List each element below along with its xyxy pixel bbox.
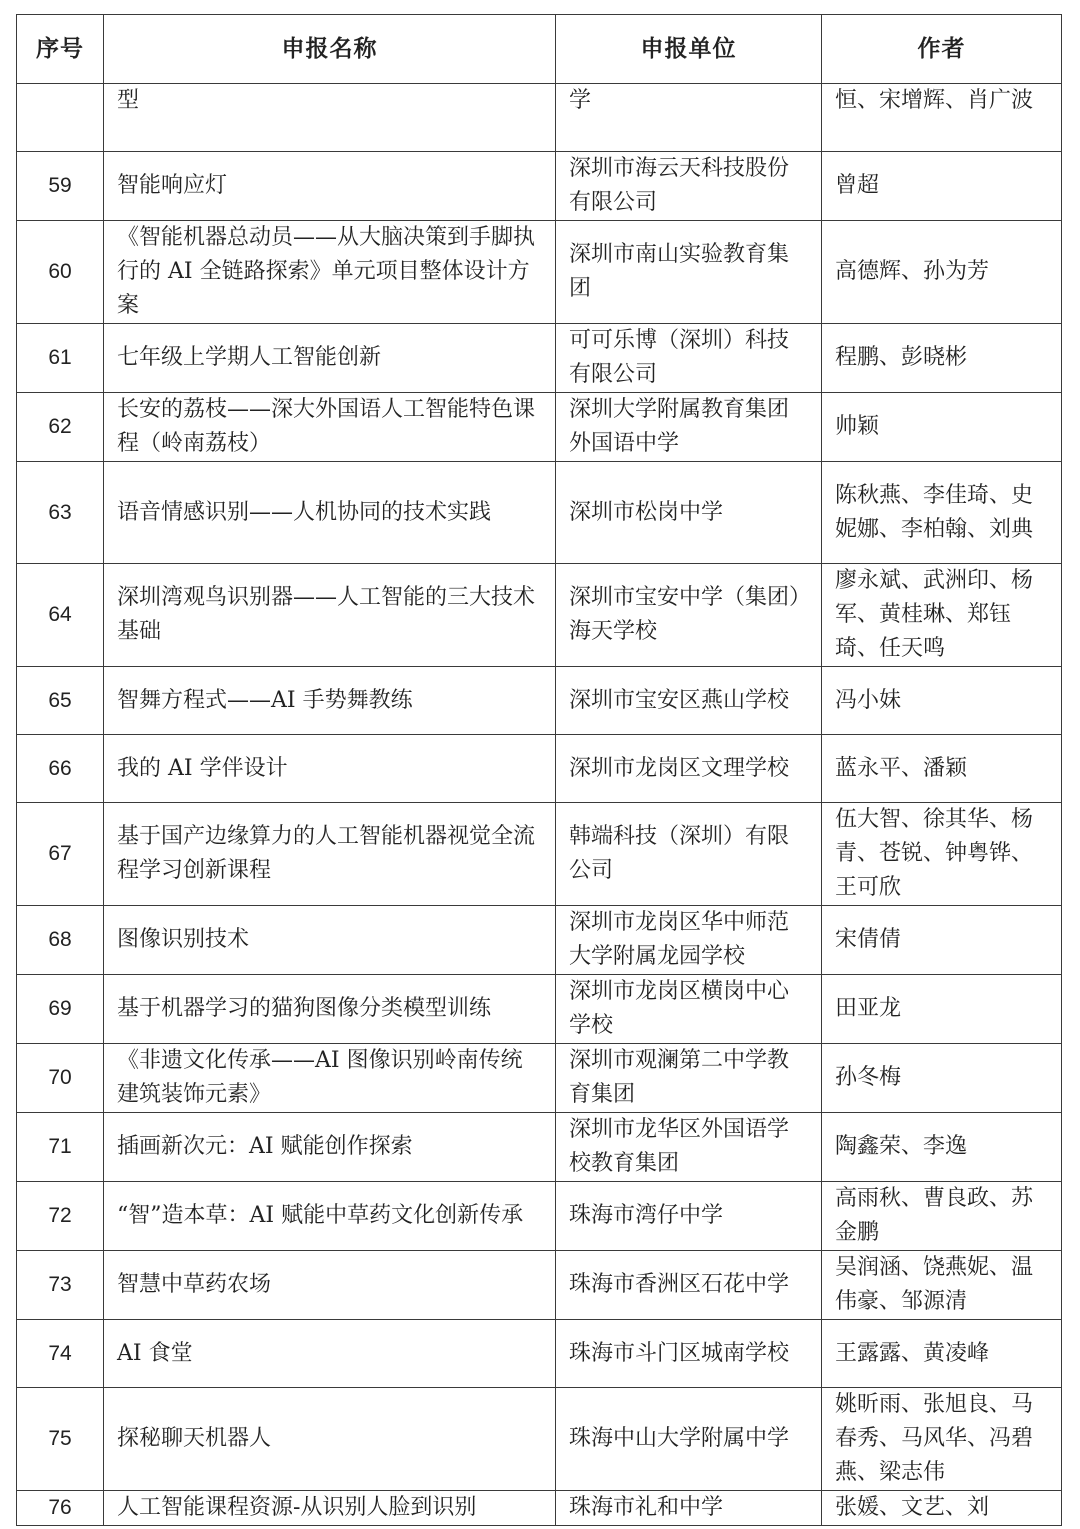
row-project-name: 基于国产边缘算力的人工智能机器视觉全流程学习创新课程 (104, 803, 556, 906)
row-project-name: 《智能机器总动员——从大脑决策到手脚执行的 AI 全链路探索》单元项目整体设计方案 (104, 221, 556, 324)
table-row (17, 84, 1062, 152)
row-number: 63 (17, 462, 104, 564)
row-number: 64 (17, 564, 104, 667)
row-project-name: 《非遗文化传承——AI 图像识别岭南传统建筑装饰元素》 (104, 1044, 556, 1113)
table-row (17, 221, 1062, 324)
table-row (17, 1320, 1062, 1388)
row-authors: 吴润涵、饶燕妮、温伟豪、邹源清 (822, 1251, 1062, 1320)
row-number (17, 84, 104, 152)
table-row (17, 152, 1062, 221)
row-applicant-unit: 珠海中山大学附属中学 (556, 1388, 822, 1491)
header-authors: 作者 (822, 15, 1062, 84)
row-number: 69 (17, 975, 104, 1044)
table-row (17, 564, 1062, 667)
table-row (17, 1044, 1062, 1113)
row-applicant-unit: 韩端科技（深圳）有限公司 (556, 803, 822, 906)
row-applicant-unit: 深圳市海云天科技股份有限公司 (556, 152, 822, 221)
row-project-name: 长安的荔枝——深大外国语人工智能特色课程（岭南荔枝） (104, 393, 556, 462)
table-row (17, 1182, 1062, 1251)
row-applicant-unit: 深圳市龙岗区横岗中心学校 (556, 975, 822, 1044)
table-row (17, 1113, 1062, 1182)
table-row (17, 667, 1062, 735)
row-authors: 宋倩倩 (822, 906, 1062, 975)
row-project-name: 深圳湾观鸟识别器——人工智能的三大技术基础 (104, 564, 556, 667)
row-number: 72 (17, 1182, 104, 1251)
table-row (17, 735, 1062, 803)
row-number: 76 (17, 1491, 104, 1526)
row-applicant-unit: 珠海市礼和中学 (556, 1491, 822, 1526)
row-authors: 伍大智、徐其华、杨青、苍锐、钟粤铧、王可欣 (822, 803, 1062, 906)
table-row (17, 1388, 1062, 1491)
row-project-name: 智慧中草药农场 (104, 1251, 556, 1320)
table-row (17, 1491, 1062, 1526)
row-number: 73 (17, 1251, 104, 1320)
row-applicant-unit: 珠海市香洲区石花中学 (556, 1251, 822, 1320)
row-project-name: 智能响应灯 (104, 152, 556, 221)
row-project-name: 基于机器学习的猫狗图像分类模型训练 (104, 975, 556, 1044)
row-applicant-unit: 珠海市斗门区城南学校 (556, 1320, 822, 1388)
row-number: 71 (17, 1113, 104, 1182)
row-authors: 恒、宋增辉、肖广波 (822, 84, 1062, 152)
row-authors: 王露露、黄凌峰 (822, 1320, 1062, 1388)
row-applicant-unit: 学 (556, 84, 822, 152)
row-authors: 高德辉、孙为芳 (822, 221, 1062, 324)
row-authors: 冯小妹 (822, 667, 1062, 735)
row-number: 65 (17, 667, 104, 735)
row-project-name: 型 (104, 84, 556, 152)
row-project-name: 智舞方程式——AI 手势舞教练 (104, 667, 556, 735)
row-authors: 帅颖 (822, 393, 1062, 462)
table-row (17, 906, 1062, 975)
row-applicant-unit: 可可乐博（深圳）科技有限公司 (556, 324, 822, 393)
row-number: 62 (17, 393, 104, 462)
table-row (17, 462, 1062, 564)
row-project-name: 插画新次元：AI 赋能创作探索 (104, 1113, 556, 1182)
row-applicant-unit: 深圳市宝安区燕山学校 (556, 667, 822, 735)
row-authors: 陈秋燕、李佳琦、史妮娜、李柏翰、刘典 (822, 462, 1062, 564)
row-number: 74 (17, 1320, 104, 1388)
row-number: 66 (17, 735, 104, 803)
table-row (17, 393, 1062, 462)
row-project-name: 人工智能课程资源-从识别人脸到识别 (104, 1491, 556, 1526)
row-applicant-unit: 深圳市龙华区外国语学校教育集团 (556, 1113, 822, 1182)
row-authors: 陶鑫荣、李逸 (822, 1113, 1062, 1182)
row-number: 68 (17, 906, 104, 975)
row-project-name: AI 食堂 (104, 1320, 556, 1388)
table-row (17, 975, 1062, 1044)
award-list-table (16, 14, 1062, 1526)
row-applicant-unit: 珠海市湾仔中学 (556, 1182, 822, 1251)
table-header-row (17, 15, 1062, 84)
row-number: 70 (17, 1044, 104, 1113)
row-authors: 姚昕雨、张旭良、马春秀、马风华、冯碧燕、梁志伟 (822, 1388, 1062, 1491)
row-applicant-unit: 深圳市观澜第二中学教育集团 (556, 1044, 822, 1113)
row-applicant-unit: 深圳市龙岗区文理学校 (556, 735, 822, 803)
row-number: 67 (17, 803, 104, 906)
row-project-name: 我的 AI 学伴设计 (104, 735, 556, 803)
row-authors: 廖永斌、武洲印、杨军、黄桂琳、郑钰琦、任天鸣 (822, 564, 1062, 667)
row-number: 60 (17, 221, 104, 324)
row-authors: 高雨秋、曹良政、苏金鹏 (822, 1182, 1062, 1251)
row-project-name: 语音情感识别——人机协同的技术实践 (104, 462, 556, 564)
row-number: 59 (17, 152, 104, 221)
table-row (17, 324, 1062, 393)
row-authors: 张媛、文艺、刘 (822, 1491, 1062, 1526)
row-project-name: 探秘聊天机器人 (104, 1388, 556, 1491)
header-project-name: 申报名称 (104, 15, 556, 84)
row-applicant-unit: 深圳市松岗中学 (556, 462, 822, 564)
row-authors: 田亚龙 (822, 975, 1062, 1044)
table-row (17, 1251, 1062, 1320)
row-authors: 蓝永平、潘颖 (822, 735, 1062, 803)
table-row (17, 803, 1062, 906)
row-applicant-unit: 深圳大学附属教育集团外国语中学 (556, 393, 822, 462)
row-authors: 曾超 (822, 152, 1062, 221)
header-serial-number: 序号 (17, 15, 104, 84)
row-project-name: 七年级上学期人工智能创新 (104, 324, 556, 393)
row-authors: 孙冬梅 (822, 1044, 1062, 1113)
row-project-name: “智”造本草：AI 赋能中草药文化创新传承 (104, 1182, 556, 1251)
row-project-name: 图像识别技术 (104, 906, 556, 975)
row-authors: 程鹏、彭晓彬 (822, 324, 1062, 393)
row-applicant-unit: 深圳市南山实验教育集团 (556, 221, 822, 324)
header-applicant-unit: 申报单位 (556, 15, 822, 84)
row-number: 61 (17, 324, 104, 393)
row-applicant-unit: 深圳市龙岗区华中师范大学附属龙园学校 (556, 906, 822, 975)
row-applicant-unit: 深圳市宝安中学（集团）海天学校 (556, 564, 822, 667)
row-number: 75 (17, 1388, 104, 1491)
